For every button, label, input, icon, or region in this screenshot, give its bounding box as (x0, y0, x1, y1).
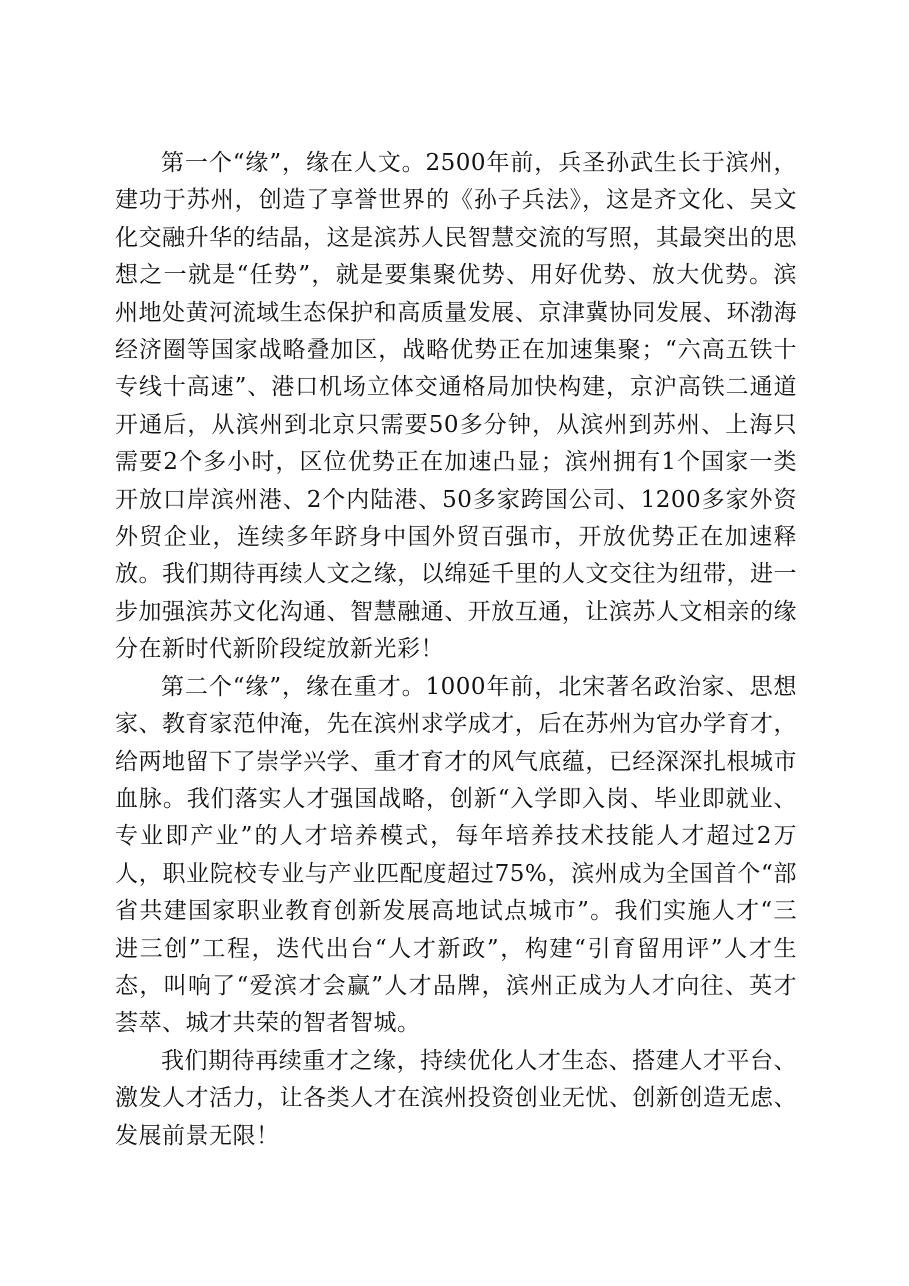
paragraph-culture: 第一个“缘”，缘在人文。2500年前，兵圣孙武生长于滨州，建功于苏州，创造了享誉世界的《孙子兵法》，这是齐文化、吴文化交融升华的结晶，这是滨苏人民智慧交流的写照，其最突出的思想之一就是“任势”，就是要集聚优势、用好优势、放大优势。滨州地处黄河流域生态保护和高质量发展、京津冀协同发展、环渤海经济圈等国家战略叠加区，战略优势正在加速集聚；“六高五铁十专线十高速”、港口机场立体交通格局加快构建，京沪高铁二通道开通后，从滨州到北京只需要50多分钟，从滨州到苏州、上海只需要2个多小时，区位优势正在加速凸显；滨州拥有1个国家一类开放口岸滨州港、2个内陆港、50多家跨国公司、1200多家外资外贸企业，连续多年跻身中国外贸百强市，开放优势正在加速释放。我们期待再续人文之缘，以绵延千里的人文交往为纽带，进一步加强滨苏文化沟通、智慧融通、开放互通，让滨苏人文相亲的缘分在新时代新阶段绽放新光彩！ (115, 150, 797, 663)
paragraph-talent-outlook: 我们期待再续重才之缘，持续优化人才生态、搭建人才平台、激发人才活力，让各类人才在滨州投资创业无忧、创新创造无虑、发展前景无限！ (115, 1047, 797, 1149)
document-page (115, 145, 797, 1155)
paragraph-talent: 第二个“缘”，缘在重才。1000年前，北宋著名政治家、思想家、教育家范仲淹，先在滨州求学成才，后在苏州为官办学育才，给两地留下了崇学兴学、重才育才的风气底蕴，已经深深扎根城市血脉。我们落实人才强国战略，创新“入学即入岗、毕业即就业、专业即产业”的人才培养模式，每年培养技术技能人才超过2万人，职业院校专业与产业匹配度超过75%，滨州成为全国首个“部省共建国家职业教育创新发展高地试点城市”。我们实施人才“三进三创”工程，迭代出台“人才新政”，构建“引育留用评”人才生态，叫响了“爱滨才会赢”人才品牌，滨州正成为人才向往、英才荟萃、城才共荣的智者智城。 (115, 673, 797, 1037)
